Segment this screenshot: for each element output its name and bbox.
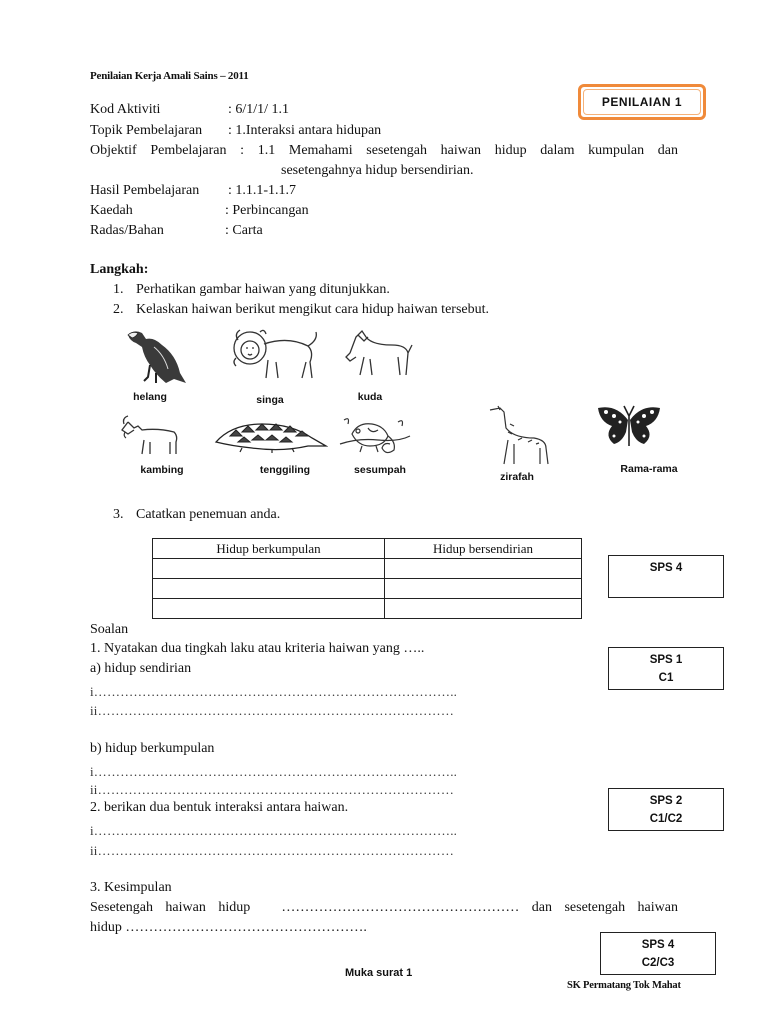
page-number: Muka surat 1 [345,967,413,979]
conclusion-line-2[interactable]: hidup ……………………………………………. [90,920,367,935]
table-header-cell: Hidup bersendirian [385,539,582,559]
questions-heading: Soalan [90,622,129,637]
sps-box-label: SPS 4 [649,562,683,574]
table-cell[interactable] [385,579,582,599]
info-key: Kaedah [90,203,133,218]
answer-line-1b-i[interactable]: i……………………………………………………………………….. [90,764,458,779]
table-row [153,559,582,579]
animal-label-zirafah: zirafah [500,471,534,483]
answer-line-2-ii[interactable]: ii……………………………………………………………………… [90,843,455,858]
answer-line-1b-ii[interactable]: ii……………………………………………………………………… [90,782,455,797]
answer-line-1a-ii[interactable]: ii……………………………………………………………………… [90,703,455,718]
classification-table [152,538,582,619]
table-cell[interactable] [385,599,582,619]
lion-image [228,326,320,384]
animal-label-rama-rama: Rama-rama [620,463,678,475]
question-1: 1. Nyatakan dua tingkah laku atau kriteria haiwan yang ….. [90,641,425,656]
giraffe-image [484,404,554,466]
info-value: : 6/1/1/ 1.1 [228,102,290,117]
school-name: SK Permatang Tok Mahat [567,980,681,991]
assessment-badge-label: PENILAIAN 1 [601,95,683,109]
step-number: 3. [113,507,124,522]
step-text: Catatkan penemuan anda. [136,507,281,522]
sps-box-level: C1/C2 [649,813,683,825]
objective-line-2: sesetengahnya hidup bersendirian. [281,163,474,178]
table-row [153,579,582,599]
sps-box-label: SPS 2 [649,795,683,807]
sps-box-label: SPS 4 [641,939,675,951]
table-cell[interactable] [385,559,582,579]
question-3: 3. Kesimpulan [90,880,172,895]
info-row-kaedah [90,201,309,221]
info-row-radas [90,221,263,241]
horse-image [342,327,414,379]
eagle-image [120,325,190,387]
sps-box-1 [608,555,724,598]
step-text: Perhatikan gambar haiwan yang ditunjukkan. [136,282,390,297]
info-key: Kod Aktiviti [90,102,161,117]
question-1b: b) hidup berkumpulan [90,741,215,756]
sps-box-label: SPS 1 [649,654,683,666]
info-key: Topik Pembelajaran [90,123,203,138]
sps-box-3 [608,788,724,831]
animal-label-sesumpah: sesumpah [354,464,406,476]
objective-line-1: Objektif Pembelajaran : 1.1 Memahami sesetengah haiwan hidup dalam kumpulan dan [90,143,678,158]
sps-box-level: C1 [658,672,674,684]
pangolin-image [212,418,328,454]
table-cell[interactable] [153,579,385,599]
answer-line-2-i[interactable]: i……………………………………………………………………….. [90,823,458,838]
info-row-topik [90,121,382,141]
info-value: : 1.Interaksi antara hidupan [228,123,382,138]
conclusion-line-1[interactable]: Sesetengah haiwan hidup …………………………………………… dan sesetengah haiwan [90,900,678,915]
animal-label-singa: singa [256,394,284,406]
animal-label-kambing: kambing [140,464,184,476]
question-1a: a) hidup sendirian [90,661,192,676]
sps-box-4 [600,932,716,975]
animal-label-tenggiling: tenggiling [259,464,311,476]
chameleon-image [338,414,412,460]
steps-heading: Langkah: [90,262,149,277]
table-header-row [153,539,582,559]
table-cell[interactable] [153,599,385,619]
animal-label-kuda: kuda [357,391,383,403]
table-row [153,599,582,619]
goat-image [118,414,180,456]
step-number: 2. [113,302,124,317]
info-key: Radas/Bahan [90,223,164,238]
table-header-cell: Hidup berkumpulan [153,539,385,559]
info-value: : Perbincangan [225,203,309,218]
info-key: Hasil Pembelajaran [90,183,200,198]
answer-line-1a-i[interactable]: i……………………………………………………………………….. [90,684,458,699]
document-header-title: Penilaian Kerja Amali Sains – 2011 [90,70,249,82]
sps-box-level: C2/C3 [641,957,675,969]
step-number: 1. [113,282,124,297]
info-row-kod-aktiviti [90,100,290,120]
info-value: : Carta [225,223,263,238]
animal-label-helang: helang [133,391,167,403]
step-text: Kelaskan haiwan berikut mengikut cara hidup haiwan tersebut. [136,302,489,317]
info-row-hasil [90,181,297,201]
assessment-badge [578,84,706,120]
butterfly-image [594,402,664,454]
info-value: : 1.1.1-1.1.7 [228,183,297,198]
sps-box-2 [608,647,724,690]
question-2: 2. berikan dua bentuk interaksi antara haiwan. [90,800,349,815]
table-cell[interactable] [153,559,385,579]
